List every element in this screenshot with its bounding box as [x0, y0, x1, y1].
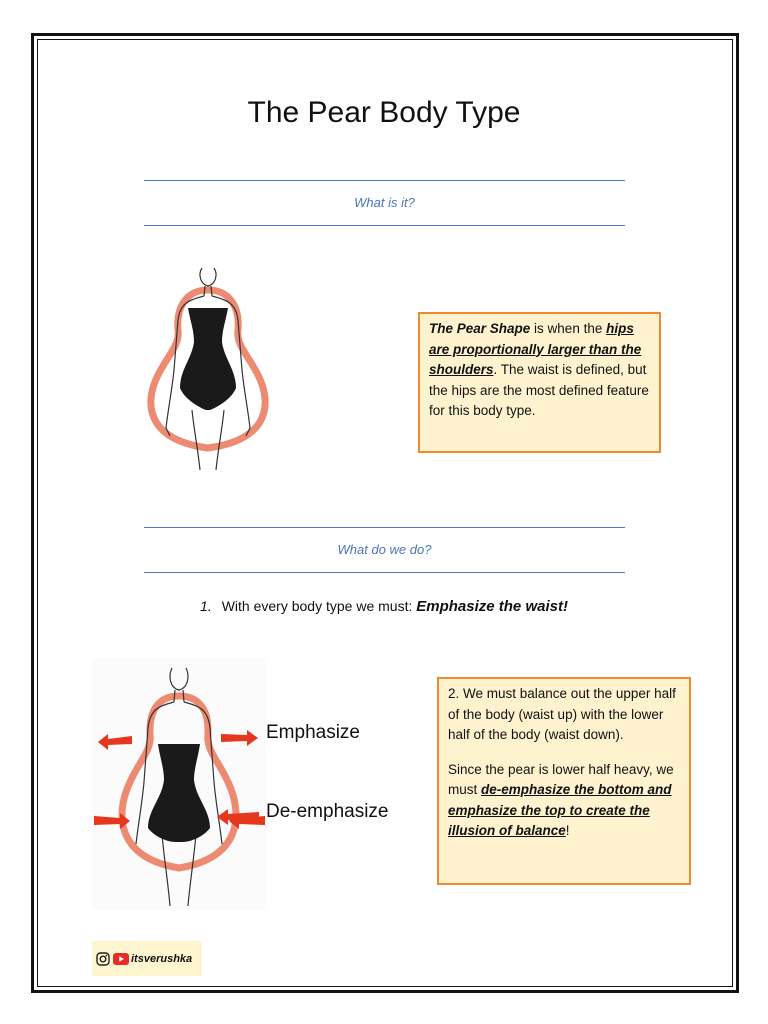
step-one: [0, 598, 768, 615]
section-divider-bottom: [144, 225, 625, 226]
callout-key-phrase: hips are proportionally larger than the shoulders: [429, 321, 642, 377]
bodysuit-silhouette: [180, 308, 236, 410]
youtube-icon[interactable]: [113, 953, 129, 965]
step-emphasis: Emphasize the waist: [416, 598, 563, 615]
pear-balance-illustration: [92, 658, 267, 910]
instagram-icon[interactable]: [96, 952, 110, 966]
arrow-out-right-icon: [218, 728, 262, 748]
section-divider-top-2: [144, 527, 625, 528]
page-title: The Pear Body Type: [247, 96, 521, 129]
label-emphasize: Emphasize: [266, 722, 360, 743]
brand-handle[interactable]: itsverushka: [131, 952, 193, 965]
balance-end: !: [565, 823, 570, 838]
section-divider-bottom-2: [144, 572, 625, 573]
balance-key-phrase: de-emphasize the bottom and emphasize the top to create the illusion of balance: [448, 782, 672, 838]
brand-badge: [92, 941, 202, 976]
balance-paragraph-2: [448, 760, 681, 842]
balance-advice-callout: [437, 677, 691, 885]
arrow-in-right-2-icon: [215, 806, 261, 826]
step-text: With every body type we must:: [221, 598, 417, 614]
callout-text: is when the: [530, 321, 607, 336]
callout-text-rest: . The waist is defined, but the hips are the most defined feature for this body type.: [429, 362, 649, 418]
callout-term: The Pear Shape: [429, 321, 531, 336]
step-end: !: [562, 598, 568, 615]
label-de-emphasize: De-emphasize: [266, 801, 389, 822]
pear-shape-definition-callout: [418, 312, 661, 453]
pear-body-illustration: [128, 260, 303, 475]
section-heading-what-is-it: What is it?: [354, 195, 415, 210]
step-number: 1.: [200, 598, 212, 614]
section-divider-top: [144, 180, 625, 181]
section-heading-what-do-we-do: What do we do?: [337, 542, 432, 557]
balance-text: Since the pear is lower half heavy, we must: [448, 761, 674, 797]
balance-paragraph-1: 2. We must balance out the upper half of the body (waist up) with the lower half of the body (waist down).: [448, 686, 676, 742]
